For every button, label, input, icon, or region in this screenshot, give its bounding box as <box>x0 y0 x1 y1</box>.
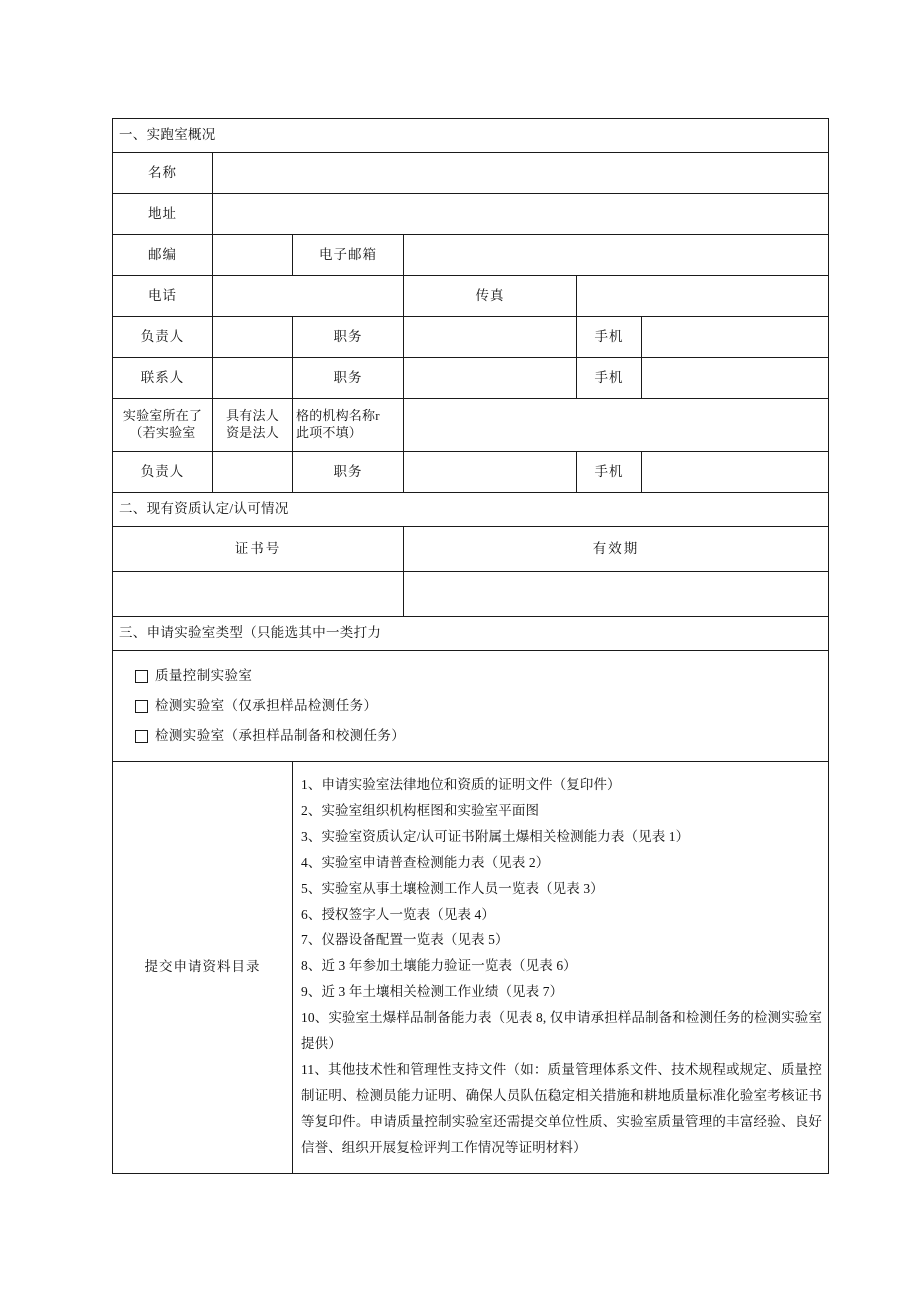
label-legal-entity-part2 <box>213 399 293 452</box>
label-head-position: 职务 <box>293 317 404 358</box>
field-legal-org-name-value[interactable] <box>404 399 829 452</box>
label-postcode: 邮编 <box>113 235 213 276</box>
row-name <box>113 153 829 194</box>
field-legal-head-mobile-value[interactable] <box>642 452 829 493</box>
field-contact-name-value[interactable] <box>213 358 293 399</box>
checkbox-icon[interactable] <box>135 670 148 683</box>
field-legal-head-name-value[interactable] <box>213 452 293 493</box>
label-email: 电子邮箱 <box>293 235 404 276</box>
legal-entity-part2-line2: 资是法人 <box>226 425 279 440</box>
materials-list <box>293 762 829 1174</box>
label-legal-head: 负责人 <box>113 452 213 493</box>
row-materials <box>113 762 829 1174</box>
label-materials-list: 提交申请资料目录 <box>113 762 293 1174</box>
material-item: 2、实验室组织机构框图和实验室平面图 <box>301 802 540 818</box>
lab-type-option-quality-control[interactable] <box>135 661 828 691</box>
lab-type-option-testing-and-prep[interactable] <box>135 721 828 751</box>
legal-entity-part3-line1: 格的机构名称r <box>296 408 380 424</box>
field-legal-head-position-value[interactable] <box>404 452 577 493</box>
label-contact-mobile: 手机 <box>577 358 642 399</box>
label-name: 名称 <box>113 153 213 194</box>
row-cert-values <box>113 572 829 617</box>
field-head-position-value[interactable] <box>404 317 577 358</box>
label-contact: 联系人 <box>113 358 213 399</box>
lab-type-option-label: 检测实验室（仅承担样品检测任务） <box>155 697 378 713</box>
field-phone-value[interactable] <box>213 276 404 317</box>
row-legal-head <box>113 452 829 493</box>
checkbox-icon[interactable] <box>135 730 148 743</box>
legal-entity-part2-line1: 具有法人 <box>226 408 279 424</box>
section-one-heading: 一、实跑室概况 <box>113 119 829 153</box>
lab-type-option-testing-only[interactable] <box>135 691 828 721</box>
material-item: 11、其他技术性和管理性支持文件（如：质量管理体系文件、技术规程或规定、质量控制证明、检测员能力证明、确保人员队伍稳定相关措施和耕地质量标准化验室考核证书等复印件。申请质量控制实验室还需提交单位性质、实验室质量管理的丰富经验、良好信誉、组织开展复检评判工作情况等证明材料） <box>301 1061 823 1155</box>
field-address-value[interactable] <box>213 194 829 235</box>
label-fax: 传真 <box>404 276 577 317</box>
field-head-name-value[interactable] <box>213 317 293 358</box>
row-legal-entity <box>113 399 829 452</box>
material-item: 6、授权签字人一览表（见表 4） <box>301 906 495 922</box>
material-item: 9、近 3 年土壤相关检测工作业绩（见表 7） <box>301 984 564 1000</box>
label-legal-entity-part1 <box>113 399 213 452</box>
field-contact-mobile-value[interactable] <box>642 358 829 399</box>
label-legal-head-mobile: 手机 <box>577 452 642 493</box>
row-postcode-email <box>113 235 829 276</box>
row-address <box>113 194 829 235</box>
material-item: 5、实验室从事土壤检测工作人员一览表（见表 3） <box>301 880 604 896</box>
row-phone-fax <box>113 276 829 317</box>
material-item: 1、申请实验室法律地位和资质的证明文件（复印件） <box>301 777 621 792</box>
lab-type-option-group <box>113 651 829 762</box>
lab-type-option-label: 检测实验室（承担样品制备和校测任务） <box>155 727 406 743</box>
field-contact-position-value[interactable] <box>404 358 577 399</box>
material-item: 7、仪器设备配置一览表（见表 5） <box>301 932 509 948</box>
application-form-table <box>112 118 829 1174</box>
row-contact <box>113 358 829 399</box>
section-three-heading: 三、申请实验室类型（只能选其中一类打力 <box>113 617 829 651</box>
legal-entity-line1: 实验室所在了 <box>122 408 203 424</box>
legal-entity-line2: （若实验室 <box>129 425 196 440</box>
section-two-heading: 二、现有资质认定/认可情况 <box>113 493 829 527</box>
field-head-mobile-value[interactable] <box>642 317 829 358</box>
label-address: 地址 <box>113 194 213 235</box>
lab-type-option-label: 质量控制实验室 <box>155 667 253 683</box>
label-head-mobile: 手机 <box>577 317 642 358</box>
field-name-value[interactable] <box>213 153 829 194</box>
field-email-value[interactable] <box>404 235 829 276</box>
column-header-validity: 有效期 <box>404 527 829 572</box>
label-legal-head-position: 职务 <box>293 452 404 493</box>
material-item: 10、实验室土爆样品制备能力表（见表 8, 仅申请承担样品制备和检测任务的检测实验室提供） <box>301 1010 823 1052</box>
field-cert-no-value[interactable] <box>113 572 404 617</box>
material-item: 4、实验室申请普查检测能力表（见表 2） <box>301 854 550 870</box>
material-item: 3、实验室资质认定/认可证书附属土爆相关检测能力表（见表 1） <box>301 828 690 844</box>
field-fax-value[interactable] <box>577 276 829 317</box>
material-item: 8、近 3 年参加土壤能力验证一览表（见表 6） <box>301 958 577 974</box>
section-one-heading-row <box>113 119 829 153</box>
row-head <box>113 317 829 358</box>
label-legal-entity-part3 <box>293 399 404 452</box>
section-three-heading-row <box>113 617 829 651</box>
row-cert-header <box>113 527 829 572</box>
field-validity-value[interactable] <box>404 572 829 617</box>
label-head: 负责人 <box>113 317 213 358</box>
legal-entity-part3-line2: 此项不填） <box>296 425 363 440</box>
label-contact-position: 职务 <box>293 358 404 399</box>
checkbox-icon[interactable] <box>135 700 148 713</box>
column-header-cert-no: 证书号 <box>113 527 404 572</box>
label-phone: 电话 <box>113 276 213 317</box>
row-lab-type-options <box>113 651 829 762</box>
section-two-heading-row <box>113 493 829 527</box>
field-postcode-value[interactable] <box>213 235 293 276</box>
